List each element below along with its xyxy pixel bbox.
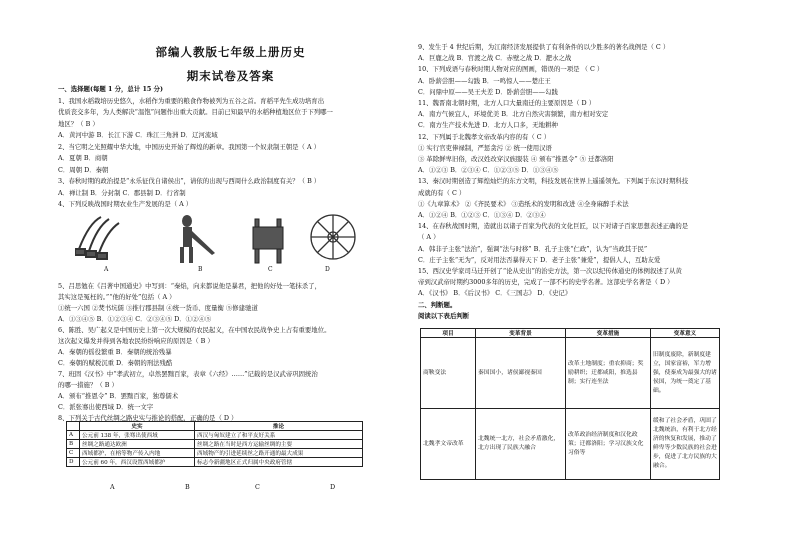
silk-header-1: 史实: [80, 422, 195, 431]
reform-cell: 改革政治经济制度和汉化政策；迁都洛阳；学习汉族文化习俗等: [566, 409, 651, 480]
tool-label-d: D: [325, 266, 330, 273]
tool-c-icon: [253, 219, 283, 263]
right_lines-line: 成就的有（ C ）: [418, 188, 466, 197]
reform-cell: 商鞅变法: [421, 338, 476, 409]
right_lines-line: C．问鼎中原——吴王夫差 D．卧薪尝胆——勾践: [418, 87, 558, 96]
silk-row: [67, 431, 363, 440]
left_lines-line: 4、下列反映战国时期农业生产发展的是（ A ）: [58, 200, 193, 208]
exam-title: 部编人教版七年级上册历史: [155, 45, 306, 59]
reform-cell: 秦国国小，诸侯鄙视秦国: [476, 338, 566, 409]
left_lines2-line: 6、陈胜、吴广起义是中国历史上第一次大规模的农民起义，在中国农民战争史上占有重要地位。: [58, 326, 331, 334]
left_lines2-line: 的哪一措施？（ B ）: [58, 381, 118, 389]
left_lines-line: C．周朝 D．秦朝: [58, 165, 109, 174]
left_lines2-line: 5、吕思勉在《吕著中国通史》中写到：“秦焰，向来都说他是暴君，把他的好处一笔抹杀了，: [58, 282, 321, 290]
right_lines-line: 15、西汉史学家司马迁开创了“论从史出”的治史方法，第一次以纪传体通史的体例叙述了从黄: [418, 267, 682, 275]
silk-cell: 西域都护，在榕等物产传入内地: [80, 449, 195, 458]
left_lines-line: A．禅让制 B．分封制 C．郡县制 D．行省制: [58, 188, 186, 197]
tool-label-c: C: [268, 266, 273, 273]
silk-footer-label: D: [330, 483, 336, 491]
right_lines-line: （ A ）: [418, 233, 440, 242]
left_lines2-line: C．派张骞出使西域 D．统一文字: [58, 403, 154, 411]
silk-cell: 丝绸之路在当时是西方运输丝绸的主要: [195, 440, 363, 449]
left_lines-line: 一、选择题(每题 1 分，总计 15 分): [58, 85, 163, 93]
reform-cell: 旧制度废除，新制度建立，国家富裕，军力增强，使秦成为最强大的诸侯国，为统一奠定了基础。: [651, 338, 720, 409]
silk-footer-label: B: [185, 483, 190, 491]
right_lines-line: A．卧薪尝胆——勾践 B．一鸣惊人——楚庄王: [418, 76, 551, 85]
silk-footer-label: A: [110, 483, 115, 491]
silk-cell: 西汉与匈奴建立了和平友好关系: [195, 431, 363, 440]
silk-header-0: [67, 422, 80, 431]
silk-cell: C: [67, 449, 80, 458]
right_lines-line: 二、判断题。: [418, 300, 457, 309]
left_lines2-line: 7、班固《汉书》中“孝武初立，卓然罢黜百家，表章《六经》……”记载的是汉武帝巩固统治: [58, 370, 318, 378]
right_lines-line: 13、秦汉时期创造了辉煌灿烂的东方文明，科技发展在世界上遥遥领先。下列属于东汉时期科技: [418, 177, 689, 186]
tool-label-b: B: [198, 266, 203, 273]
tool-b-icon: [180, 215, 215, 263]
silk-footer-label: C: [255, 483, 260, 491]
right_lines-line: 12、下列属于北魏孝文帝改革内容的有（ C ）: [418, 132, 551, 141]
left_lines-line: 地区？（ B ）: [58, 119, 99, 128]
reform-row: [421, 409, 720, 480]
right_lines-line: A．韩非子主张“法治”，强调“法与时移” B．孔子主张“仁政”，认为“当政其于民”: [418, 244, 648, 253]
reform-header-0: 项目: [421, 329, 476, 338]
right_lines-line: 10、下列成语与春秋时期人物对应的图画，错误的一项是 （ C ）: [418, 65, 604, 74]
right_lines-line: C．庄子主张“无为”，反对用法否暴得天下 D．老子主张“兼爱”，提倡人人，互助友爱: [418, 255, 661, 264]
left_lines2-line: 这次起义爆发并得到各地农民纷纷响应的原因是（ B ）: [58, 337, 214, 345]
right_lines-line: 9、发生于 4 世纪后期，为江南经济发展提供了有利条件的以少胜多的著名战例是（ C ）: [418, 43, 670, 51]
left_lines-line: 2、当它明之光照耀中华大地，中国历史开始了辉煌的新章。我国第一个奴隶制王朝是（ A ）: [58, 142, 320, 151]
silk-row: [67, 458, 363, 467]
right_lines-line: C．南方生产技术先进 D．北方人口多，无地耕种: [418, 121, 558, 130]
tool-d-icon: [311, 215, 355, 259]
right_lines-line: ③ 革除鲜卑旧俗，改汉姓改穿汉族服装 ④ 颁布“推恩令” ⑤ 迁都洛阳: [418, 155, 614, 163]
right_lines-line: A．《汉书》 B．《后汉书》 C．《三国志》 D．《史记》: [418, 289, 572, 298]
left_lines2-line: 8、下列关于古代丝绸之路史实与推论的搭配，正确的是（ D ）: [58, 414, 238, 422]
reform-comparison-table: [420, 328, 720, 480]
right_lines-line: A．巨鹿之战 B．官渡之战 C．赤壁之战 D．淝水之战: [418, 54, 572, 63]
left_lines2-line: ①统一六国 ②焚书坑儒 ③推行郡县制 ④统一货币、度量衡 ⑤修建驰道: [58, 304, 258, 312]
silk-row: [67, 449, 363, 458]
right_lines-line: 14、在春秋战国时期，造就出以诸子百家为代表的文化巨匠，以下对诸子百家思想表述正确的是: [418, 222, 689, 231]
left_lines-line: A．夏朝 B．商朝: [58, 154, 108, 162]
silk-row: [67, 440, 363, 449]
right_lines-line: ① 实行官吏俸禄制，严惩贪污 ② 统一使用汉语: [418, 143, 552, 152]
silk-header-2: 推论: [195, 422, 363, 431]
right_lines-line: 11、魏晋南北朝时期，北方人口大量南迁的主要原因是（ D ）: [418, 99, 596, 107]
silk-cell: D: [67, 458, 80, 467]
tool-label-a: A: [104, 266, 109, 273]
right_lines-line: ①《九章算术》 ②《齐民要术》 ③造纸术的发明和改进 ④全身麻醉手术法: [418, 199, 629, 208]
reform-header-1: 变革背景: [476, 329, 566, 338]
left_lines2-line: A．秦朝的徭役繁重 B．秦朝的统治残暴: [58, 348, 172, 356]
silk-cell: 标志今新疆地区正式归属中央政府管辖: [195, 458, 363, 467]
left_lines-line: 3、春秋时期的政治提是“永乐征伐自诸侯出”，请依的出现与西周什么政治制度有关？（ B ）: [58, 177, 321, 185]
reform-header-2: 变革措施: [566, 329, 651, 338]
left_lines2-line: A．①③④⑤ B．①②③④ C．②③④⑤ D．①②④⑤: [58, 315, 212, 323]
silk-cell: A: [67, 431, 80, 440]
left_lines-line: 优质丧交多年，为人类解决“温饱”问题作出重大贡献。目前已知最早的水稻种植地区位于下列哪一: [58, 108, 333, 116]
right_lines-line: A．①②③ B．②③④ C．①②③⑤ D．①③④⑤: [418, 166, 559, 175]
right_lines-line: A．①②④ B．①②③ C．①③④ D．②③④: [418, 211, 546, 219]
silk-cell: B: [67, 440, 80, 449]
silk-cell: 公元前 60 年，西汉设置西域都护: [80, 458, 195, 467]
exam-subtitle: 期末试卷及答案: [186, 69, 275, 83]
reform-header-3: 变革意义: [651, 329, 720, 338]
left_lines2-line: C．秦朝的赋税沉重 D．秦朝的刑法残酷: [58, 359, 173, 367]
left_lines2-line: A．颁布“推恩令” B．罢黜百家，独尊儒术: [58, 392, 179, 400]
reform-cell: 北魏统一北方，社会矛盾激化，北方出现了民族大融合: [476, 409, 566, 480]
reform-row: [421, 338, 720, 409]
silk-cell: 公元前 138 年，张骞出使西域: [80, 431, 195, 440]
silk-cell: 西域物产的引进延续丝之路开通的最大成果: [195, 449, 363, 458]
farm-tools-illustration: [75, 209, 360, 265]
right_lines-line: A．南方气候宜人，环境优美 B．北方自然灾害频繁，南方相对安定: [418, 110, 609, 119]
reform-cell: 改革土地制度；重农抑商；奖励耕织；迁都咸阳，推选县制；实行连坐法: [566, 338, 651, 409]
reform-cell: 北魏孝文帝改革: [421, 409, 476, 480]
right_lines-line: 阅读以下表后判断: [418, 311, 470, 320]
silk-road-table: [66, 421, 363, 467]
left_lines-line: 1、我国水稻栽培历史悠久，水稻作为重要的粮食作物被列为五谷之首。育稻平先生成功培育出: [58, 96, 325, 105]
silk-cell: 丝绸之路通达欧洲: [80, 440, 195, 449]
reform-cell: 缓和了社会矛盾，巩固了北魏统治，有利于北方经济的恢复和发展，推动了鲜卑等少数民族的社会进步，促进了北方民族的大融合。: [651, 409, 720, 480]
tool-a-icon: [75, 217, 119, 259]
left_lines2-line: 其实这是冤枉的。”“他的好处”包括（ A ）: [58, 293, 176, 301]
left_lines-line: A．黄河中游 B．长江下游 C．珠江三角洲 D．辽河流域: [58, 131, 218, 139]
right_lines-line: 帝到汉武帝时期约3000多年的历史，完成了一部不朽的史学名著。这部史学名著是（ D ）: [418, 278, 674, 287]
